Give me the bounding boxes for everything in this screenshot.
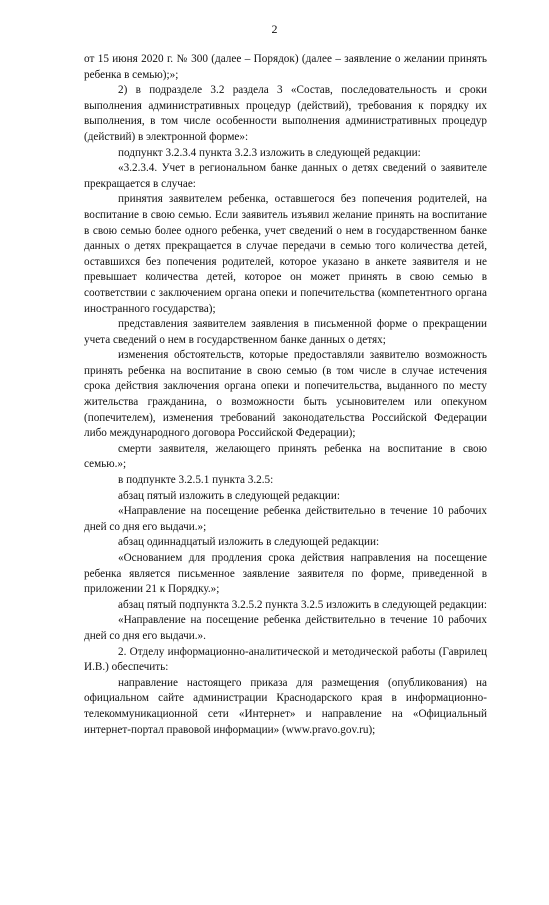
- paragraph-3: подпункт 3.2.3.4 пункта 3.2.3 изложить в следующей редакции:: [118, 146, 421, 159]
- paragraph-16: 2. Отделу информационно-аналитической и методической работы (Гаврилец И.В.) обеспечить:: [84, 645, 487, 674]
- paragraph-1: от 15 июня 2020 г. № 300 (далее – Порядок) (далее – заявление о желании принять ребенка в семью);»;: [84, 53, 487, 81]
- paragraph-11: «Направление на посещение ребенка действительно в течение 10 рабочих дней со дня его выдачи.»;: [84, 505, 487, 533]
- page-number: 2: [271, 22, 278, 36]
- paragraph-9: в подпункте 3.2.5.1 пункта 3.2.5:: [118, 474, 274, 487]
- paragraph-6: представления заявителем заявления в письменной форме о прекращении учета сведений о нем в государственном банке данных о детях;: [84, 318, 487, 346]
- paragraph-4: «3.2.3.4. Учет в региональном банке данных о детях сведений о заявителе прекращается в случае:: [84, 162, 487, 190]
- paragraph-10: абзац пятый изложить в следующей редакции:: [118, 489, 340, 502]
- paragraph-12: абзац одиннадцатый изложить в следующей редакции:: [118, 536, 380, 549]
- paragraph-7: изменения обстоятельств, которые предоставляли заявителю возможность принять ребенка на воспитание в свою семью (в том числе в случае истечения срока действия заключения органа опеки и попечительства, выданного по месту жительства гражданина, о возможности быть усыновителем или опекуном (попечителем), изменения требований законодательства Российской Федерации либо международного договора Российской Федерации);: [84, 349, 487, 440]
- paragraph-2: 2) в подразделе 3.2 раздела 3 «Состав, последовательность и сроки выполнения административных процедур (действий), требования к порядку их выполнения, в том числе особенности выполнения административных процедур (действий) в электронной форме»:: [84, 84, 487, 143]
- paragraph-8: смерти заявителя, желающего принять ребенка на воспитание в свою семью.»;: [84, 442, 487, 471]
- paragraph-17: направление настоящего приказа для размещения (опубликования) на официальном сайте администрации Краснодарского края в информационно-телекоммуникационной сети «Интернет» и направление на «Официальный интернет-портал правовой информации» (www.pravo.gov.ru);: [84, 676, 487, 736]
- paragraph-13: «Основанием для продления срока действия направления на посещение ребенка является письменное заявление заявителя по форме, приведенной в приложении 21 к Порядку.»;: [84, 552, 487, 596]
- paragraph-14: абзац пятый подпункта 3.2.5.2 пункта 3.2.5 изложить в следующей редакции:: [118, 598, 487, 611]
- paragraph-15: «Направление на посещение ребенка действительно в течение 10 рабочих дней со дня его выдачи.».: [84, 614, 487, 642]
- document-body: [84, 52, 487, 738]
- paragraph-5: принятия заявителем ребенка, оставшегося без попечения родителей, на воспитание в свою семью. Если заявитель изъявил желание принять на воспитание в свою семью более одного ребенка, учет сведений о нем в государственном банке данных о детях прекращается в случае передачи в семью того количества детей, оставшихся без попечения родителей, которое указано в анкете заявителя и не превышает количества детей, которое он может принять в свою семью в соответствии с заключением органа опеки и попечительства (компетентного органа иностранного государства);: [84, 193, 487, 315]
